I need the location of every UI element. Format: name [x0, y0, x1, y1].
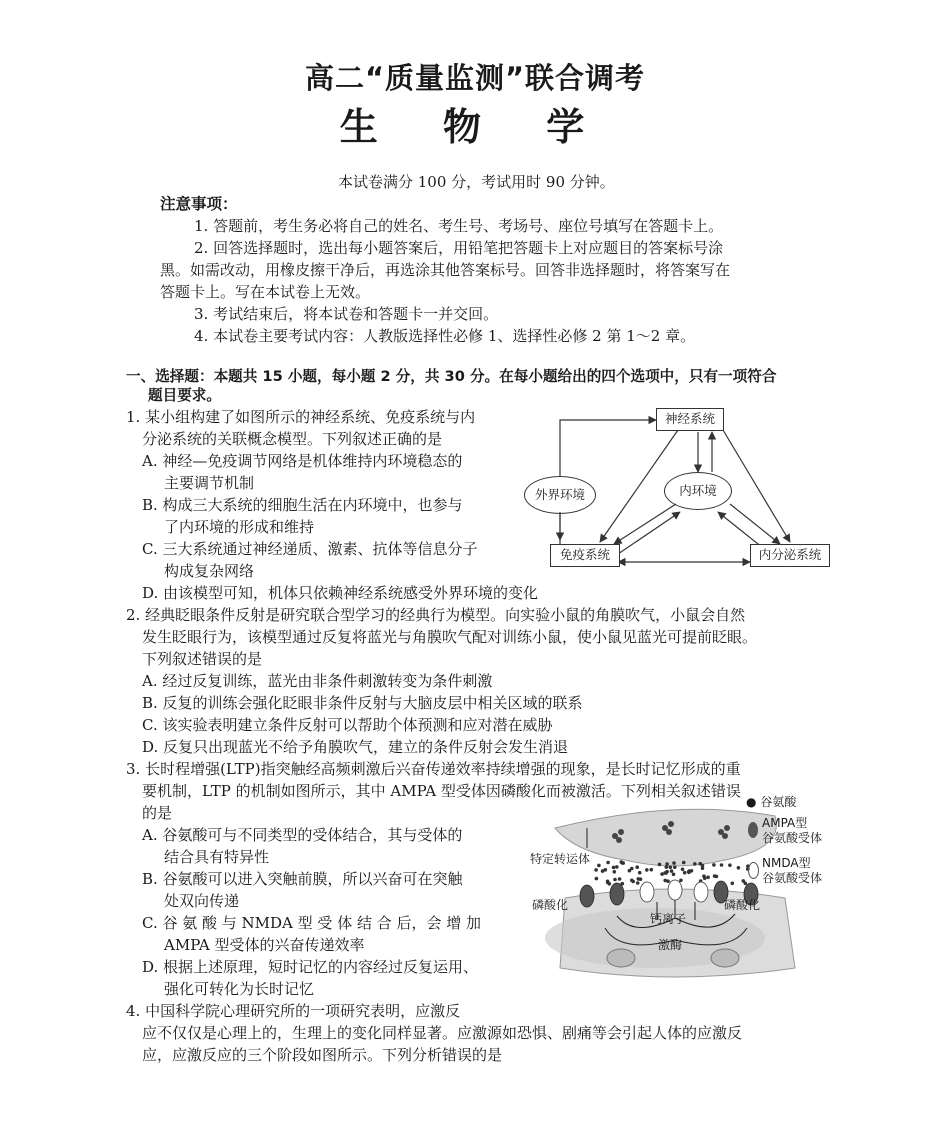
notice-item-2-cont: 黑。如需改动，用橡皮擦干净后，再选涂其他答案标号。回答非选择题时，将答案写在 [160, 261, 731, 279]
exam-title: 高二“质量监测”联合调考 [304, 61, 646, 95]
glutamate-dot [672, 861, 676, 865]
notice-item-3: 3. 考试结束后，将本试卷和答题卡一并交回。 [194, 305, 499, 323]
glutamate-dot [666, 879, 670, 883]
glutamate-dot [658, 863, 662, 867]
q3-option-c: C. 谷 氨 酸 与 NMDA 型 受 体 结 合 后，会 增 加 [142, 914, 482, 932]
glutamate-dot [606, 861, 610, 865]
section-heading-cont: 题目要求。 [148, 387, 221, 404]
glutamate-dot [604, 868, 608, 872]
legend-nmda-icon [748, 862, 759, 879]
q2-stem-3: 下列叙述错误的是 [142, 650, 263, 668]
glutamate-dot [713, 874, 717, 878]
glutamate-dot [673, 865, 677, 869]
glutamate-dot [669, 865, 673, 869]
glutamate-dot [731, 882, 735, 886]
glutamate-dot [630, 867, 634, 871]
q3-option-b: B. 谷氨酸可以进入突触前膜，所以兴奋可在突触 [142, 870, 463, 888]
q3-option-a-cont: 结合具有特异性 [164, 848, 270, 866]
label-calcium: 钙离子 [650, 912, 687, 926]
glutamate-dot [670, 869, 674, 873]
glutamate-dot [615, 865, 619, 869]
q4-stem-2: 应不仅仅是心理上的，生理上的变化同样显著。应激源如恐惧、剧痛等会引起人体的应激反 [142, 1024, 743, 1042]
q1-stem-2: 分泌系统的关联概念模型。下列叙述正确的是 [142, 430, 443, 448]
legend-nmda-2: 谷氨酸受体 [762, 871, 823, 885]
glutamate-dot [665, 865, 669, 869]
q1-option-c-cont: 构成复杂网络 [164, 562, 255, 580]
label-transporter: 特定转运体 [530, 852, 591, 866]
q1-option-d: D. 由该模型可知，机体只依赖神经系统感受外界环境的变化 [142, 584, 539, 602]
q1-option-b: B. 构成三大系统的细胞生活在内环境中，也参与 [142, 496, 463, 514]
q2-option-c: C. 该实验表明建立条件反射可以帮助个体预测和应对潜在威胁 [142, 716, 553, 734]
label-phos-left: 磷酸化 [532, 898, 569, 912]
glutamate-dot [645, 868, 649, 872]
glutamate-dot [608, 882, 612, 886]
q3-option-b-cont: 处双向传递 [164, 892, 240, 910]
q2-stem-2: 发生眨眼行为，该模型通过反复将蓝光与角膜吹气配对训练小鼠，使小鼠见蓝光可提前眨眼。 [142, 628, 758, 646]
notice-heading: 注意事项： [160, 195, 238, 213]
glutamate-dot [706, 876, 710, 880]
diagram-node-nervous: 神经系统 [656, 408, 724, 431]
q2-option-a: A. 经过反复训练，蓝光由非条件刺激转变为条件刺激 [142, 672, 493, 690]
q2-option-d: D. 反复只出现蓝光不给予角膜吹气，建立的条件反射会发生消退 [142, 738, 569, 756]
diagram-node-internal: 内环境 [664, 472, 732, 510]
glutamate-dot [636, 881, 640, 885]
subject-title: 生 物 学 [339, 105, 611, 149]
legend-glutamate: 谷氨酸 [760, 795, 797, 809]
legend-nmda-1: NMDA型 [762, 856, 811, 870]
glutamate-dot [613, 878, 617, 882]
q2-option-b: B. 反复的训练会强化眨眼非条件反射与大脑皮层中相关区域的联系 [142, 694, 583, 712]
glutamate-dot [682, 861, 686, 865]
glutamate-dot [703, 876, 707, 880]
notice-item-4: 4. 本试卷主要考试内容：人教版选择性必修 1、选择性必修 2 第 1～2 章。 [194, 327, 696, 345]
q1-option-b-cont: 了内环境的形成和维持 [164, 518, 315, 536]
glutamate-dot [687, 871, 691, 875]
legend-ampa-icon [748, 822, 758, 838]
glutamate-dot [728, 863, 732, 867]
q2-stem-1: 2. 经典眨眼条件反射是研究联合型学习的经典行为模型。向实验小鼠的角膜吹气，小鼠会自然 [126, 606, 746, 624]
q3-stem-2: 要机制，LTP 的机制如图所示，其中 AMPA 型受体因磷酸化而被激活。下列相关叙述错误 [142, 782, 741, 800]
glutamate-dot [613, 870, 617, 874]
glutamate-dot [712, 863, 716, 867]
glutamate-dot [620, 860, 624, 864]
glutamate-dot [679, 879, 683, 883]
section-heading: 一、选择题：本题共 15 小题，每小题 2 分，共 30 分。在每小题给出的四个选项中，只有一项符合 [126, 368, 777, 385]
glutamate-dot [665, 870, 669, 874]
glutamate-dot [672, 873, 676, 877]
q3-stem-1: 3. 长时程增强(LTP)指突触经高频刺激后兴奋传递效率持续增强的现象，是长时记忆形成的重 [126, 760, 741, 778]
q1-stem-1: 1. 某小组构建了如图所示的神经系统、免疫系统与内 [126, 408, 476, 426]
glutamate-dot [595, 877, 599, 881]
notice-item-1: 1. 答题前，考生务必将自己的姓名、考生号、考场号、座位号填写在答题卡上。 [194, 217, 724, 235]
notice-item-2-cont2: 答题卡上。写在本试卷上无效。 [160, 283, 371, 301]
glutamate-dot [683, 871, 687, 875]
glutamate-dot [701, 866, 705, 870]
diagram-node-immune: 免疫系统 [550, 544, 620, 567]
exam-intro: 本试卷满分 100 分，考试用时 90 分钟。 [338, 173, 615, 191]
q3-option-c-cont: AMPA 型受体的兴奋传递效率 [164, 936, 365, 954]
label-kinase: 激酶 [658, 938, 683, 952]
glutamate-dot [681, 868, 685, 872]
glutamate-dot [742, 879, 746, 883]
glutamate-dot [693, 862, 697, 866]
q3-option-d: D. 根据上述原理，短时记忆的内容经过反复运用、 [142, 958, 479, 976]
q1-option-c: C. 三大系统通过神经递质、激素、抗体等信息分子 [142, 540, 478, 558]
glutamate-dot [720, 863, 724, 867]
glutamate-dot [618, 877, 622, 881]
diagram-node-endocrine: 内分泌系统 [750, 544, 830, 567]
q3-option-d-cont: 强化可转化为长时记忆 [164, 980, 315, 998]
glutamate-dot [594, 868, 598, 872]
q1-option-a: A. 神经—免疫调节网络是机体维持内环境稳态的 [142, 452, 463, 470]
q3-stem-3: 的是 [142, 804, 173, 822]
legend-ampa-1: AMPA型 [762, 816, 808, 830]
q3-option-a: A. 谷氨酸可与不同类型的受体结合，其与受体的 [142, 826, 463, 844]
glutamate-dot [737, 866, 741, 870]
glutamate-dot [597, 864, 601, 868]
notice-item-2: 2. 回答选择题时，选出每小题答案后，用铅笔把答题卡上对应题目的答案标号涂 [194, 239, 724, 257]
q1-option-a-cont: 主要调节机制 [164, 474, 255, 492]
legend-ampa-2: 谷氨酸受体 [762, 831, 823, 845]
q4-stem-1: 4. 中国科学院心理研究所的一项研究表明，应激反 [126, 1002, 461, 1020]
glutamate-dot [638, 871, 642, 875]
q4-stem-3: 应，应激反应的三个阶段如图所示。下列分析错误的是 [142, 1046, 503, 1064]
glutamate-dot [635, 865, 639, 869]
diagram-node-external: 外界环境 [524, 476, 596, 514]
glutamate-dot [650, 868, 654, 872]
glutamate-dot [637, 877, 641, 881]
glutamate-dot [630, 879, 634, 883]
legend-glutamate-icon: ● [746, 795, 757, 809]
glutamate-dot [665, 862, 669, 866]
glutamate-dot [612, 866, 616, 870]
label-phos-right: 磷酸化 [724, 898, 761, 912]
